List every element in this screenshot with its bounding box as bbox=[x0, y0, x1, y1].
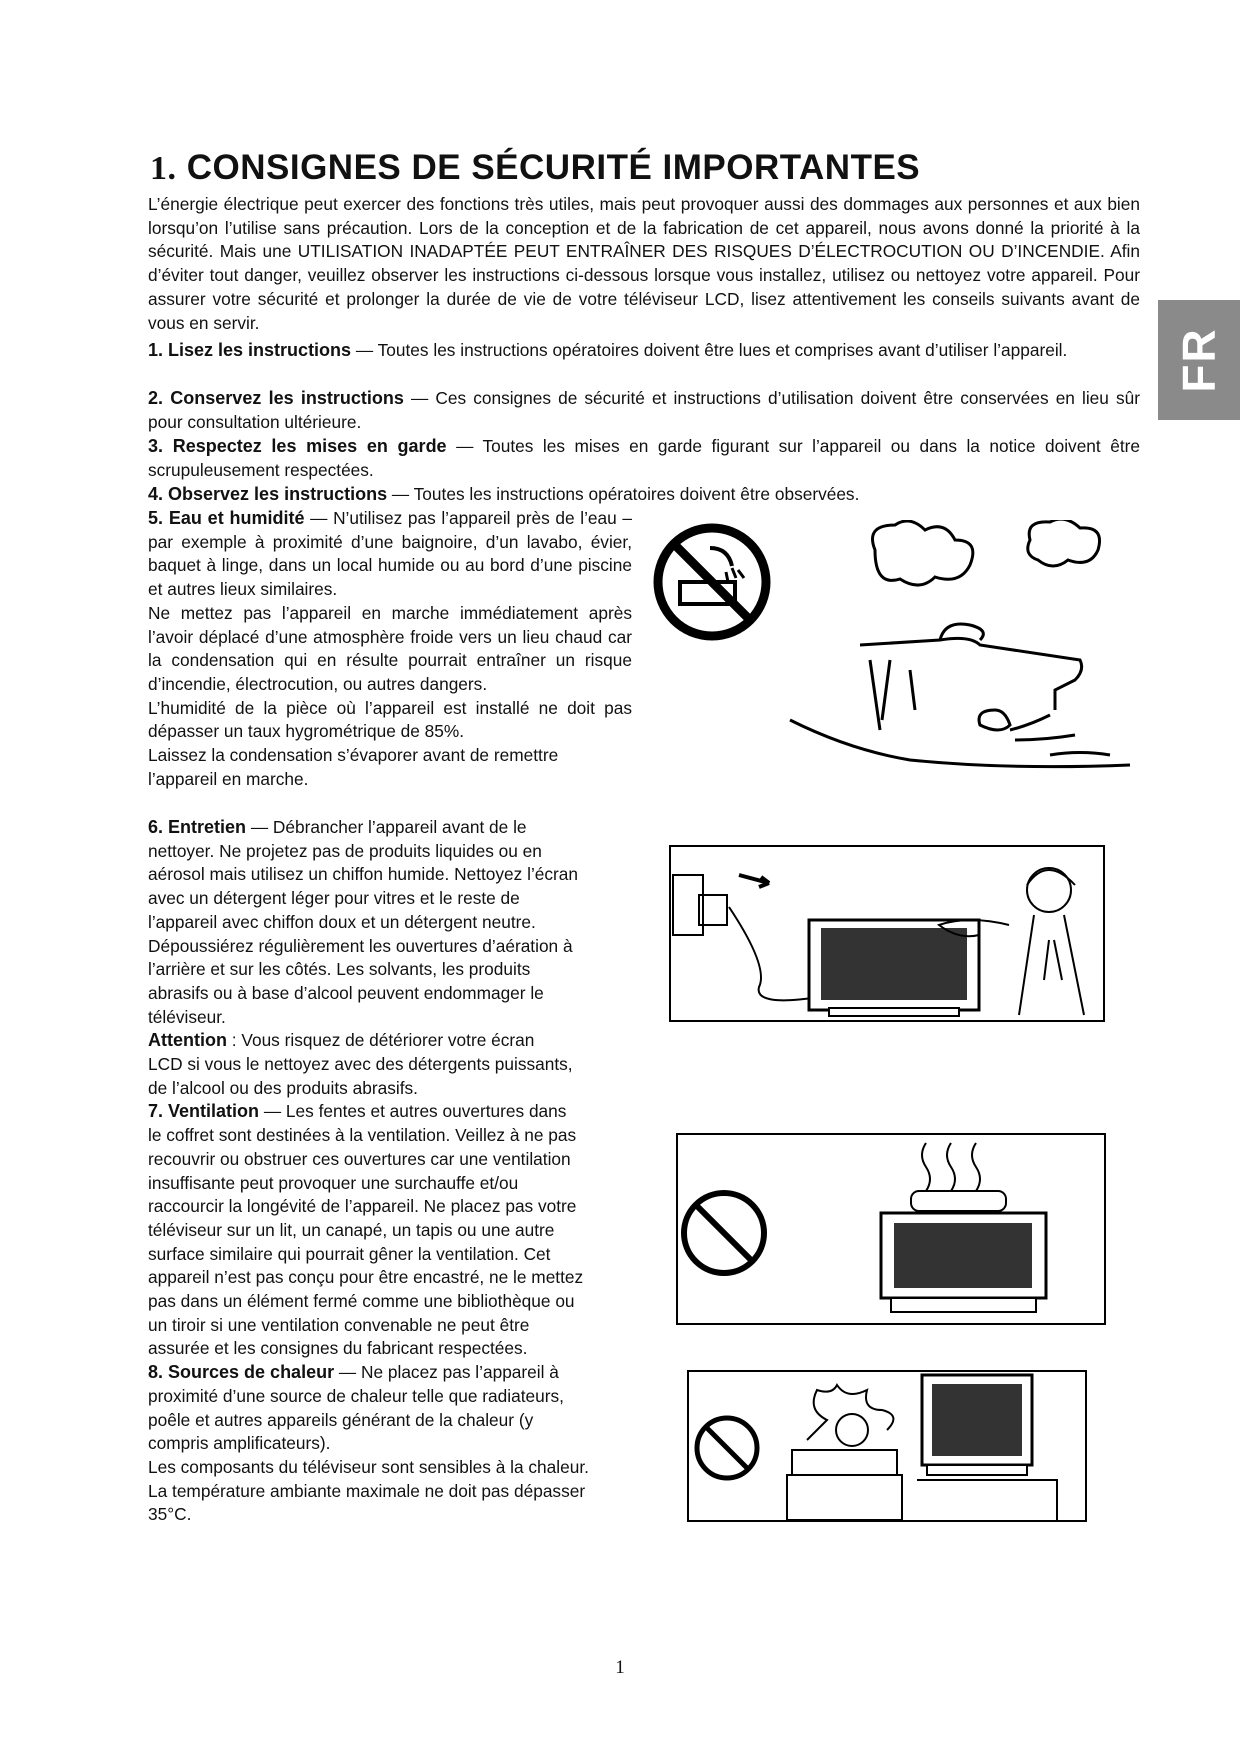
instruction-8-line: proximité d’une source de chaleur telle que radiateurs, bbox=[148, 1385, 564, 1406]
instruction-6-line: aérosol mais utilisez un chiffon humide. Nettoyez l’écran bbox=[148, 864, 579, 885]
section-number: 1. bbox=[150, 150, 177, 187]
instruction-5 bbox=[148, 507, 632, 791]
instruction-8-line: Les composants du téléviseur sont sensibles à la chaleur. bbox=[148, 1456, 589, 1477]
language-tab-label: FR bbox=[1172, 327, 1225, 393]
instruction-6-line: Dépoussiérez régulièrement les ouvertures d’aération à bbox=[148, 935, 573, 956]
instruction-8-line: poêle et autres appareils générant de la chaleur (y bbox=[148, 1409, 534, 1430]
water-warning-figure bbox=[650, 520, 1140, 780]
page-title bbox=[150, 148, 920, 188]
no-water-sign-icon bbox=[658, 528, 766, 636]
instruction-6-line: téléviseur. bbox=[148, 1006, 226, 1027]
instruction-7-heading: 7. Ventilation bbox=[148, 1101, 260, 1122]
instruction-7-line: raccourcir la longévité de l’appareil. Ne placez pas votre bbox=[148, 1196, 577, 1217]
instruction-6-line-1: 6. Entretien — Débrancher l’appareil avant de le bbox=[148, 817, 527, 837]
sink-splash-icon bbox=[790, 520, 1130, 767]
instruction-8-line: La température ambiante maximale ne doit pas dépasser bbox=[148, 1480, 586, 1501]
instruction-1-heading: 1. Lisez les instructions bbox=[148, 340, 352, 360]
instruction-7-line: appareil n’est pas conçu pour être encastré, ne le mettez bbox=[148, 1267, 584, 1288]
instruction-7-line: un tiroir si une ventilation convenable ne peut être bbox=[148, 1314, 530, 1335]
instruction-2-body: — Ces consignes de sécurité et instructions d’utilisation doivent être conservées en lieu sûr pour consultation ultérieure. bbox=[148, 388, 1140, 432]
instruction-7-line: assurée et les consignes du fabricant respectées. bbox=[148, 1338, 528, 1359]
instruction-5-heading: 5. Eau et humidité bbox=[148, 508, 305, 528]
instruction-4 bbox=[148, 483, 1140, 507]
instruction-7-line: le coffret sont destinées à la ventilation. Veillez à ne pas bbox=[148, 1125, 577, 1146]
instruction-5-p4a: Laissez la condensation s’évaporer avant de remettre bbox=[148, 745, 559, 766]
instruction-5-p4b: l’appareil en marche. bbox=[148, 768, 309, 789]
instruction-7-line: surface similaire qui pourrait gêner la ventilation. Cet bbox=[148, 1243, 551, 1264]
ventilation-figure bbox=[676, 1133, 1106, 1325]
cleaning-figure bbox=[669, 845, 1105, 1022]
language-tab bbox=[1158, 300, 1240, 420]
instruction-8-line: 35°C. bbox=[148, 1504, 192, 1525]
instruction-7-line: téléviseur sur un lit, un canapé, un tapis ou une autre bbox=[148, 1219, 555, 1240]
instruction-4-heading: 4. Observez les instructions bbox=[148, 484, 388, 504]
instruction-6-line: l’appareil avec chiffon doux et un détergent neutre. bbox=[148, 911, 536, 932]
instruction-5-p3: L’humidité de la pièce où l’appareil est installé ne doit pas dépasser un taux hygrométrique de 85%. bbox=[148, 697, 632, 742]
instruction-7-line-1: 7. Ventilation — Les fentes et autres ouvertures dans bbox=[148, 1101, 567, 1122]
instruction-2-heading: 2. Conservez les instructions bbox=[148, 388, 404, 408]
heat-source-figure bbox=[687, 1370, 1087, 1522]
instructions-6-8 bbox=[148, 816, 628, 1527]
instruction-7-line: insuffisante peut provoquer une surchauffe et/ou bbox=[148, 1172, 519, 1193]
instruction-6-line: avec un détergent léger pour vitres et le reste de bbox=[148, 888, 520, 909]
attention-line: de l’alcool ou des produits abrasifs. bbox=[148, 1077, 418, 1098]
instruction-5-body: — N’utilisez pas l’appareil près de l’eau – par exemple à proximité d’une baignoire, d’un lavabo, évier, baquet à linge, dans un local humide ou au bord d’une piscine et autres lieux similaires. bbox=[148, 508, 633, 600]
instruction-5-p2: Ne mettez pas l’appareil en marche immédiatement après l’avoir déplacé d’une atmosphère froide vers un lieu chaud car la condensation qui en résulte pourrait entraîner un risque d’incendie, électrocution, ou autres dangers. bbox=[148, 602, 632, 694]
attention-line: LCD si vous le nettoyez avec des détergents puissants, bbox=[148, 1054, 573, 1075]
instruction-1-body: — Toutes les instructions opératoires doivent être lues et comprises avant d’utiliser l’appareil. bbox=[351, 340, 1068, 360]
instruction-1 bbox=[148, 339, 1140, 363]
instruction-5-p1 bbox=[148, 507, 632, 602]
instruction-3-body: — Toutes les mises en garde figurant sur l’appareil ou dans la notice doivent être scrupuleusement respectées. bbox=[148, 436, 1140, 480]
instruction-8-heading: 8. Sources de chaleur bbox=[148, 1362, 335, 1383]
instruction-7-line: recouvrir ou obstruer ces ouvertures car une ventilation bbox=[148, 1148, 571, 1169]
instruction-6-heading: 6. Entretien bbox=[148, 817, 247, 837]
instruction-4-body: — Toutes les instructions opératoires doivent être observées. bbox=[387, 484, 860, 504]
instruction-6-line: nettoyer. Ne projetez pas de produits liquides ou en bbox=[148, 840, 542, 861]
section-title: CONSIGNES DE SÉCURITÉ IMPORTANTES bbox=[186, 148, 921, 187]
page-number: 1 bbox=[615, 1657, 625, 1678]
attention-heading: Attention bbox=[148, 1030, 227, 1051]
instruction-6-line: l’arrière et sur les côtés. Les solvants, les produits bbox=[148, 959, 531, 980]
intro-paragraph: L’énergie électrique peut exercer des fonctions très utiles, mais peut provoquer aussi des dommages aux personnes et aux bien lorsqu’on l’utilise sans précaution. Lors de la conception et de la fabrication de cet appareil, nous avons donné la priorité à la sécurité. Mais une UTILISATION INADAPTÉE PEUT ENTRAÎNER DES RISQUES D’ÉLECTROCUTION OU D’INCENDIE. Afin d’éviter tout danger, veuillez observer les instructions ci-dessous lorsque vous installez, utilisez ou nettoyez votre appareil. Pour assurer votre sécurité et prolonger la durée de vie de votre téléviseur LCD, lisez attentivement les conseils suivants avant de vous en servir. bbox=[148, 194, 1140, 333]
instruction-7-line: pas dans un élément fermé comme une bibliothèque ou bbox=[148, 1291, 575, 1312]
instruction-3-heading: 3. Respectez les mises en garde bbox=[148, 436, 447, 456]
instruction-2 bbox=[148, 387, 1140, 434]
instruction-8-line: compris amplificateurs). bbox=[148, 1433, 331, 1454]
instruction-8-line-1: 8. Sources de chaleur — Ne placez pas l’appareil à bbox=[148, 1362, 559, 1383]
attention-line-1: Attention : Vous risquez de détériorer votre écran bbox=[148, 1030, 535, 1051]
instruction-3 bbox=[148, 435, 1140, 482]
tv-icon bbox=[809, 920, 979, 1016]
instruction-6-line: abrasifs ou à base d’alcool peuvent endommager le bbox=[148, 982, 544, 1003]
